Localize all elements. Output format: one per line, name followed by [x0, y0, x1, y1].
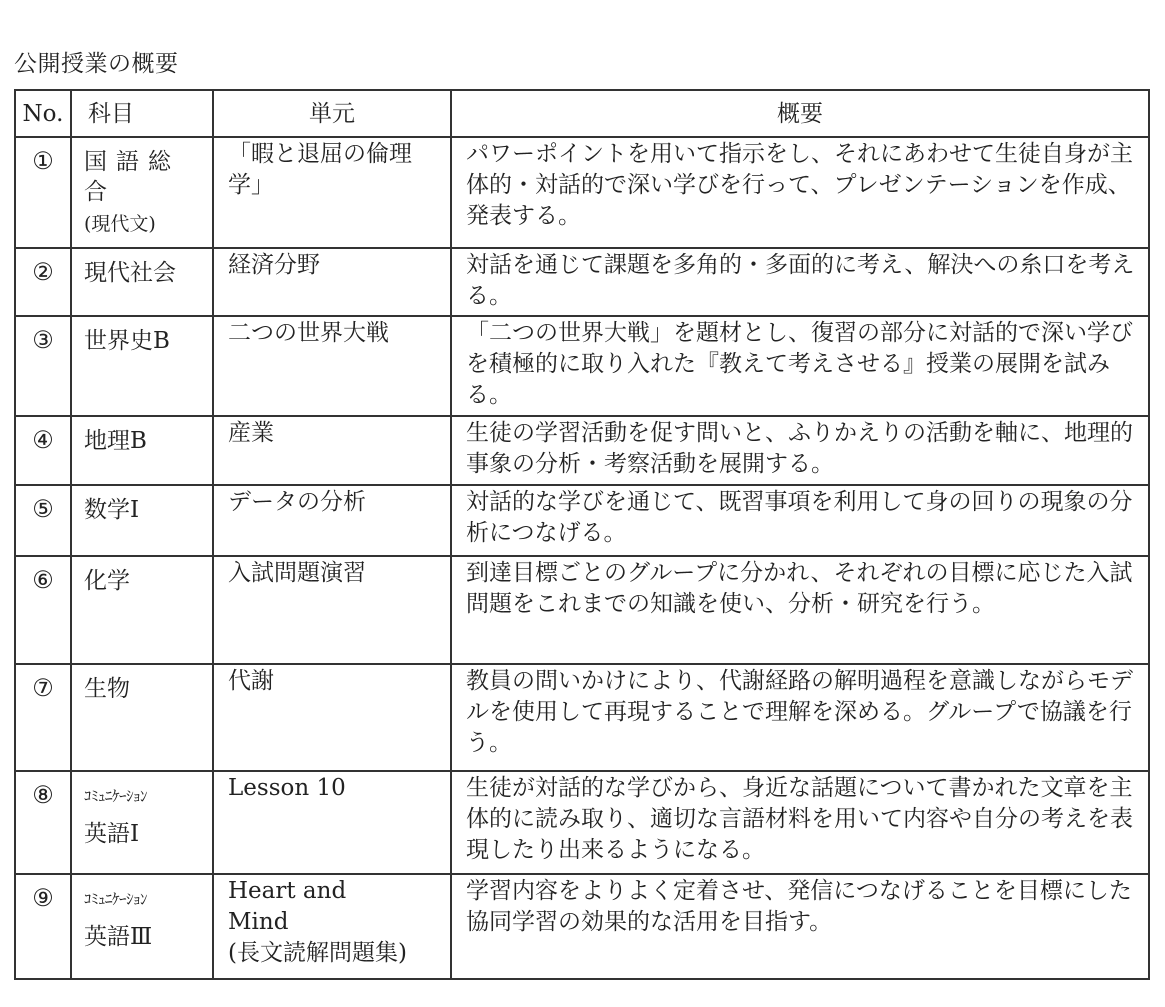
summary-text: 対話を通じて課題を多角的・多面的に考え、解決への糸口を考える。	[466, 252, 1135, 309]
subject-prefix: ｺﾐｭﾆｹｰｼｮﾝ	[84, 787, 148, 805]
table-header-row	[15, 90, 1149, 137]
row-number: ⑥	[15, 556, 71, 664]
subject-name: 地理B	[84, 428, 147, 454]
summary-cell	[451, 874, 1149, 979]
summary-text: 学習内容をよりよく定着させ、発信につなげることを目標にした協同学習の効果的な活用を目指す。	[466, 878, 1132, 935]
row-number: ⑤	[15, 485, 71, 556]
summary-text: 対話的な学びを通じて、既習事項を利用して身の回りの現象の分析につなげる。	[466, 489, 1133, 546]
summary-cell	[451, 556, 1149, 664]
unit-text: Heart and Mind (長文読解問題集)	[228, 878, 407, 966]
summary-text: 到達目標ごとのグループに分かれ、それぞれの目標に応じた入試問題をこれまでの知識を使い、分析・研究を行う。	[466, 560, 1133, 617]
subject-cell	[71, 556, 213, 664]
row-number: ③	[15, 316, 71, 416]
subject-prefix: ｺﾐｭﾆｹｰｼｮﾝ	[84, 890, 148, 908]
unit-cell	[213, 874, 451, 979]
unit-cell	[213, 664, 451, 771]
subject-cell	[71, 485, 213, 556]
unit-text: 産業	[228, 420, 274, 446]
summary-text: 教員の問いかけにより、代謝経路の解明過程を意識しながらモデルを使用して再現することで理解を深める。グループで協議を行う。	[466, 668, 1133, 756]
unit-text: データの分析	[228, 489, 366, 515]
table-row	[15, 874, 1149, 979]
summary-text: 生徒の学習活動を促す問いと、ふりかえりの活動を軸に、地理的事象の分析・考察活動を展開する。	[466, 420, 1133, 477]
summary-cell	[451, 316, 1149, 416]
unit-cell	[213, 771, 451, 874]
unit-cell	[213, 416, 451, 485]
subject-name: 世界史B	[84, 328, 170, 354]
row-number: ⑧	[15, 771, 71, 874]
table-row	[15, 485, 1149, 556]
unit-cell	[213, 137, 451, 248]
subject-name: 英語Ⅲ	[84, 924, 153, 950]
row-number: ⑨	[15, 874, 71, 979]
unit-cell	[213, 485, 451, 556]
row-number: ④	[15, 416, 71, 485]
overview-table	[14, 89, 1150, 980]
table-row	[15, 556, 1149, 664]
unit-text: 入試問題演習	[228, 560, 366, 586]
header-subject: 科目	[71, 90, 213, 137]
unit-text: Lesson 10	[228, 775, 346, 801]
summary-text: 生徒が対話的な学びから、身近な話題について書かれた文章を主体的に読み取り、適切な言語材料を用いて内容や自分の考えを表現したり出来るようになる。	[466, 775, 1133, 863]
summary-cell	[451, 771, 1149, 874]
subject-cell	[71, 664, 213, 771]
summary-cell	[451, 416, 1149, 485]
subject-cell	[71, 771, 213, 874]
summary-cell	[451, 664, 1149, 771]
table-row	[15, 316, 1149, 416]
unit-text: 二つの世界大戦	[228, 320, 389, 346]
subject-name: 国語総合	[84, 149, 180, 205]
header-no: No.	[15, 90, 71, 137]
subject-name: 化学	[84, 568, 130, 594]
table-row	[15, 248, 1149, 316]
subject-cell	[71, 137, 213, 248]
unit-text: 経済分野	[228, 252, 320, 278]
table-row	[15, 664, 1149, 771]
summary-cell	[451, 248, 1149, 316]
subject-cell	[71, 248, 213, 316]
subject-note: (現代文)	[84, 213, 156, 235]
table-row	[15, 137, 1149, 248]
subject-name: 現代社会	[84, 260, 176, 286]
unit-text: 「暇と退屈の倫理学」	[228, 141, 412, 198]
unit-cell	[213, 248, 451, 316]
unit-text: 代謝	[228, 668, 274, 694]
summary-text: パワーポイントを用いて指示をし、それにあわせて生徒自身が主体的・対話的で深い学びを行って、プレゼンテーションを作成、発表する。	[466, 141, 1133, 229]
summary-cell	[451, 485, 1149, 556]
table-row	[15, 771, 1149, 874]
row-number: ①	[15, 137, 71, 248]
subject-name: 生物	[84, 676, 130, 702]
row-number: ⑦	[15, 664, 71, 771]
subject-name: 英語Ⅰ	[84, 821, 140, 847]
header-summary: 概要	[451, 90, 1149, 137]
unit-cell	[213, 316, 451, 416]
subject-cell	[71, 416, 213, 485]
summary-text: 「二つの世界大戦」を題材とし、復習の部分に対話的で深い学びを積極的に取り入れた『教えて考えさせる』授業の展開を試みる。	[466, 320, 1133, 408]
table-row	[15, 416, 1149, 485]
summary-cell	[451, 137, 1149, 248]
subject-cell	[71, 316, 213, 416]
unit-cell	[213, 556, 451, 664]
row-number: ②	[15, 248, 71, 316]
subject-name: 数学Ⅰ	[84, 497, 140, 523]
page-title: 公開授業の概要	[14, 51, 179, 77]
subject-cell	[71, 874, 213, 979]
header-unit: 単元	[213, 90, 451, 137]
